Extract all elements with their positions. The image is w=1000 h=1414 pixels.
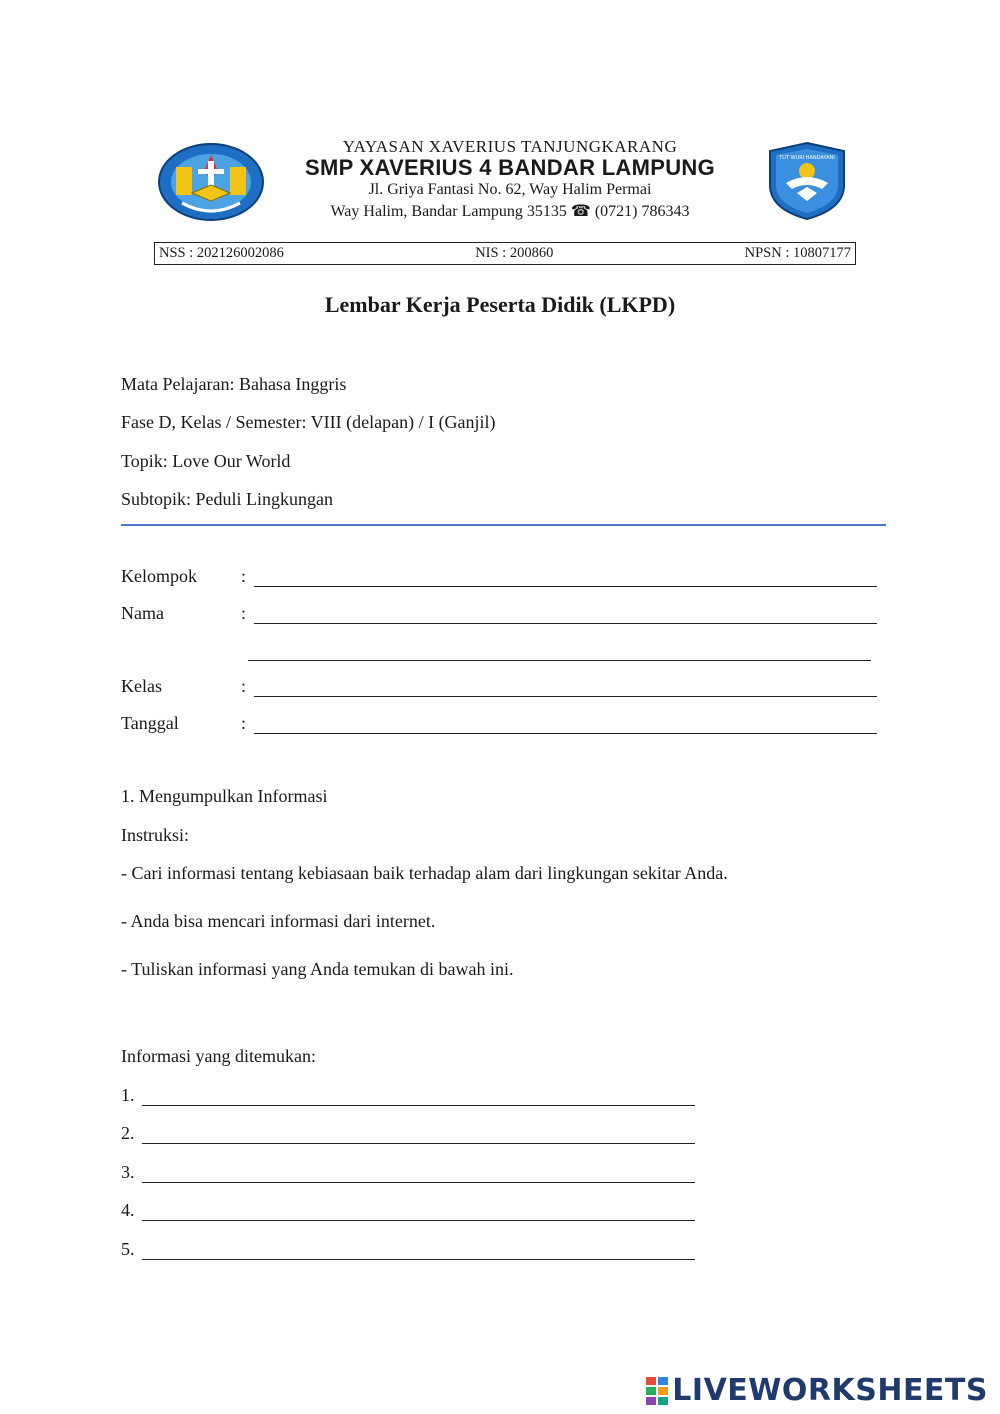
answer-field-1[interactable]: [142, 1105, 695, 1106]
class-label: Kelas: [121, 676, 162, 696]
subtopic-line: Subtopik: Peduli Lingkungan: [121, 489, 334, 509]
found-label: Informasi yang ditemukan:: [121, 1046, 316, 1066]
answer-number: 2.: [121, 1123, 135, 1143]
instruction-1: - Cari informasi tentang kebiasaan baik terhadap alam dari lingkungan sekitar Anda.: [121, 863, 728, 883]
answer-field-4[interactable]: [142, 1220, 695, 1221]
liveworksheets-logo-icon: [646, 1377, 668, 1405]
name-label: Nama: [121, 603, 164, 623]
answer-number: 5.: [121, 1239, 135, 1259]
date-colon: :: [241, 713, 247, 733]
school-id-box: [154, 242, 856, 265]
instructions-label: Instruksi:: [121, 825, 190, 845]
liveworksheets-brand: [646, 1373, 988, 1408]
divider-rule: [121, 524, 886, 526]
answer-number: 3.: [121, 1162, 135, 1182]
date-field[interactable]: [254, 733, 877, 734]
brand-name: LIVEWORKSHEETS: [672, 1373, 988, 1408]
answer-field-5[interactable]: [142, 1259, 695, 1260]
subject-line: Mata Pelajaran: Bahasa Inggris: [121, 374, 347, 394]
nis-number: NIS : 200860: [475, 245, 554, 261]
group-field[interactable]: [254, 586, 877, 587]
class-colon: :: [241, 676, 247, 696]
tut-wuri-handayani-logo: [764, 141, 850, 221]
answer-field-2[interactable]: [142, 1143, 695, 1144]
page-title: Lembar Kerja Peserta Didik (LKPD): [324, 292, 676, 317]
name-field-extra[interactable]: [248, 660, 871, 661]
name-colon: :: [241, 603, 247, 623]
school-name: SMP XAVERIUS 4 BANDAR LAMPUNG: [304, 155, 716, 180]
section-heading: 1. Mengumpulkan Informasi: [121, 786, 328, 806]
class-field[interactable]: [254, 696, 877, 697]
address-line-2: Way Halim, Bandar Lampung 35135 ☎ (0721) 786343: [330, 203, 690, 220]
nss-number: NSS : 202126002086: [159, 245, 284, 261]
address-line-1: Jl. Griya Fantasi No. 62, Way Halim Permai: [368, 181, 652, 198]
instruction-2: - Anda bisa mencari informasi dari internet.: [121, 911, 436, 931]
phase-line: Fase D, Kelas / Semester: VIII (delapan) / I (Ganjil): [121, 412, 496, 432]
group-label: Kelompok: [121, 566, 197, 586]
school-crest-logo: [154, 141, 268, 223]
svg-text:TUT WURI HANDAYANI: TUT WURI HANDAYANI: [779, 155, 835, 161]
answer-number: 1.: [121, 1085, 135, 1105]
name-field[interactable]: [254, 623, 877, 624]
npsn-number: NPSN : 10807177: [744, 245, 851, 261]
instruction-3: - Tuliskan informasi yang Anda temukan di bawah ini.: [121, 959, 514, 979]
group-colon: :: [241, 566, 247, 586]
answer-number: 4.: [121, 1200, 135, 1220]
foundation-name: YAYASAN XAVERIUS TANJUNGKARANG: [342, 137, 678, 156]
topic-line: Topik: Love Our World: [121, 451, 291, 471]
date-label: Tanggal: [121, 713, 179, 733]
answer-field-3[interactable]: [142, 1182, 695, 1183]
